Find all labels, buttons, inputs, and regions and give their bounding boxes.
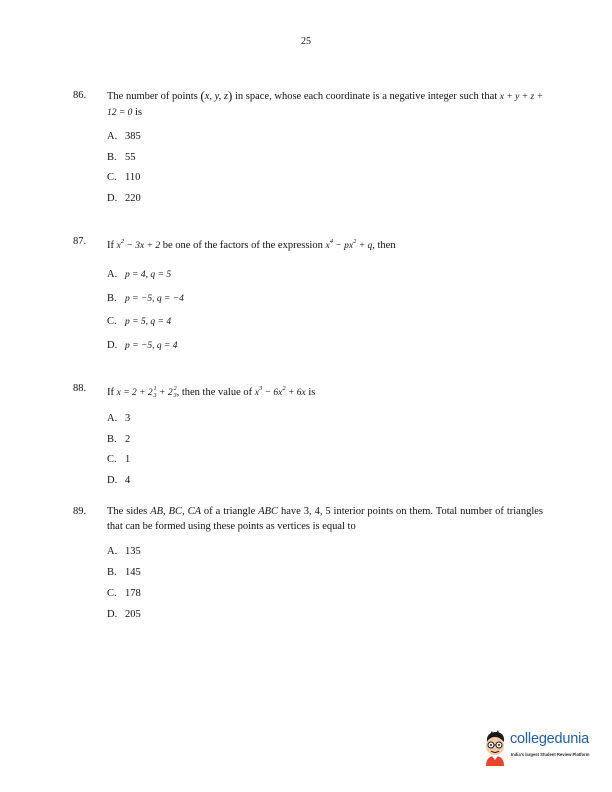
question-number: 88.: [73, 383, 87, 394]
option-a[interactable]: A. 3: [107, 413, 131, 424]
question-text: If x = 2 + 2 1 3 + 2 2 3 , then the value of $x^3 - 6x^2 + 6x$ is: [107, 385, 316, 399]
triangle-sides: AB, BC, CA: [150, 506, 201, 517]
options-list: [107, 129, 543, 211]
option-b[interactable]: B. 55: [107, 151, 136, 163]
triangle-name: ABC: [258, 506, 279, 517]
question-text: If $x^2 - 3x + 2$ be one of the factors of the expression $x^4 - px^2 + q$, then: [107, 238, 396, 251]
option-b[interactable]: B. 2: [107, 433, 131, 445]
option-a[interactable]: A. 135: [107, 546, 141, 557]
options-list: [107, 267, 543, 361]
page-number: 25: [301, 36, 311, 47]
option-d[interactable]: D. p = −5, q = 4: [107, 339, 178, 351]
expression: $x^4 - px^2 + q$: [325, 238, 373, 251]
option-b[interactable]: B. p = −5, q = −4: [107, 292, 184, 304]
option-d[interactable]: D. 220: [107, 192, 141, 204]
option-a[interactable]: A. 385: [107, 131, 141, 142]
question-text: The sides AB, BC, CA of a triangle ABC have 3, 4, 5 interior points on them. Total number of triangles that can be formed using these points as vertices is equal to: [107, 506, 544, 532]
expression: $x^3 - 6x^2 + 6x$: [254, 385, 306, 398]
question-87: [73, 234, 543, 361]
question-number: 87.: [73, 236, 87, 247]
option-d[interactable]: D. 205: [107, 609, 141, 620]
question-88: [73, 381, 543, 493]
equation: x + y + z + 12 = 0: [107, 92, 544, 118]
option-c[interactable]: C. 178: [107, 588, 141, 599]
option-b[interactable]: B. 145: [107, 567, 141, 578]
factor: $x^2 - 3x + 2$: [116, 238, 161, 251]
option-a[interactable]: A. p = 4, q = 5: [107, 269, 172, 280]
mascot-icon: [480, 728, 510, 768]
options-list: [107, 544, 543, 628]
option-c[interactable]: C. 1: [107, 454, 131, 465]
logo-tagline: India's largest Student Review Platform: [511, 752, 590, 757]
option-d[interactable]: D. 4: [107, 474, 131, 486]
x-definition: x = 2 + 2 1 3 + 2 2 3: [116, 386, 177, 399]
question-86: [73, 88, 543, 211]
collegedunia-logo[interactable]: [480, 718, 605, 774]
logo-name: collegedunia: [510, 731, 590, 747]
question-89: [73, 504, 543, 628]
option-c[interactable]: C. p = 5, q = 4: [107, 316, 172, 327]
option-c[interactable]: C. 110: [107, 172, 141, 183]
question-number: 89.: [73, 506, 87, 517]
options-list: [107, 411, 543, 493]
question-number: 86.: [73, 90, 87, 101]
point-variables: x, y, z: [204, 91, 229, 102]
question-text: The number of points (x, y, z) in space, whose each coordinate is a negative integer such that x + y + z + 12 = 0 is: [107, 88, 544, 118]
